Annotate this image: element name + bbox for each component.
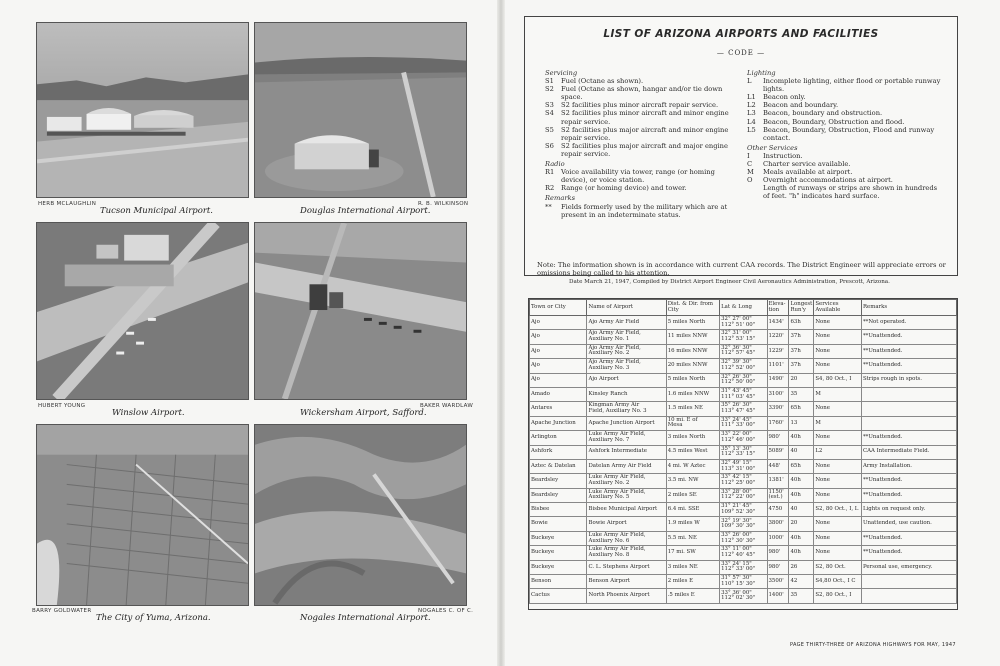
- table-cell: CAA Intermediate Field.: [861, 445, 956, 459]
- table-cell: None: [814, 359, 862, 373]
- table-cell: L2: [814, 445, 862, 459]
- table-cell: Aztec & Datelan: [530, 459, 587, 473]
- table-cell: Benson Airport: [587, 575, 666, 589]
- servicing-heading: Servicing: [545, 69, 578, 77]
- table-cell: Luke Army Air Field, Auxiliary No. 6: [587, 531, 666, 545]
- code-key: L3: [747, 109, 756, 118]
- photo-wickersham: [254, 222, 467, 400]
- table-cell: 1760': [767, 416, 789, 430]
- code-entry: [747, 160, 943, 168]
- table-cell: None: [814, 531, 862, 545]
- table-cell: S4, 80 Oct., I: [814, 373, 862, 387]
- table-cell: Ajo: [530, 316, 587, 330]
- table-cell: Luke Army Air Field, Auxiliary No. 2: [587, 474, 666, 488]
- table-cell: 40h: [789, 431, 814, 445]
- remarks-list: [545, 203, 735, 219]
- table-cell: Beardsley: [530, 488, 587, 502]
- table-cell: Ajo Army Air Field, Auxiliary No. 2: [587, 344, 666, 358]
- table-cell: 980': [767, 560, 789, 574]
- table-cell: Ajo Army Air Field, Auxiliary No. 1: [587, 330, 666, 344]
- column-header: Town or City: [530, 300, 587, 316]
- table-cell: 37h: [789, 359, 814, 373]
- code-entry: [545, 203, 735, 219]
- photo-caption: Tucson Municipal Airport.: [100, 206, 213, 216]
- table-cell: **Not operated.: [861, 316, 956, 330]
- table-cell: 32° 19' 30" 109° 30' 30": [720, 517, 767, 531]
- code-key: L: [747, 77, 752, 86]
- table-cell: None: [814, 546, 862, 560]
- table-cell: S2, 80 Oct.: [814, 560, 862, 574]
- code-key: L4: [747, 117, 756, 126]
- photo-caption: Nogales International Airport.: [300, 613, 431, 623]
- table-cell: 33° 26' 00" 112° 30' 30": [720, 531, 767, 545]
- code-key: I: [747, 151, 750, 160]
- table-cell: 35° 13' 30" 112° 33' 15": [720, 445, 767, 459]
- table-cell: **Unattended.: [861, 474, 956, 488]
- code-entry: [747, 176, 943, 184]
- table-cell: M: [814, 387, 862, 401]
- table-cell: 65h: [789, 459, 814, 473]
- photo-credit: HUBERT YOUNG: [38, 403, 86, 409]
- table-row: [530, 359, 957, 373]
- table-row: [530, 373, 957, 387]
- table-cell: 37h: [789, 344, 814, 358]
- code-entry: [747, 77, 943, 93]
- page-footer: PAGE THIRTY-THREE OF ARIZONA HIGHWAYS FOR MAY, 1947: [790, 642, 956, 648]
- table-cell: 980': [767, 546, 789, 560]
- code-description: Beacon and boundary.: [763, 101, 839, 110]
- table-cell: None: [814, 344, 862, 358]
- table-cell: Beardsley: [530, 474, 587, 488]
- table-cell: None: [814, 402, 862, 416]
- table-cell: None: [814, 316, 862, 330]
- code-key: **: [545, 202, 552, 211]
- code-key: L5: [747, 125, 756, 134]
- table-cell: M: [814, 416, 862, 430]
- code-key: S2: [545, 85, 554, 94]
- table-cell: [861, 387, 956, 401]
- table-cell: Ashfork: [530, 445, 587, 459]
- table-cell: **Unattended.: [861, 330, 956, 344]
- code-key: L1: [747, 93, 756, 102]
- table-cell: 5 miles North: [666, 373, 719, 387]
- code-entry: [545, 77, 735, 85]
- table-cell: 32° 36' 30" 112° 57' 45": [720, 344, 767, 358]
- table-cell: 1220': [767, 330, 789, 344]
- code-description: Instruction.: [763, 151, 803, 160]
- code-description: Meals available at airport.: [763, 168, 853, 177]
- table-cell: Amado: [530, 387, 587, 401]
- table-row: [530, 575, 957, 589]
- table-cell: Arlington: [530, 431, 587, 445]
- code-legend-box: [524, 16, 958, 285]
- code-description: S2 facilities plus major aircraft and major engine repair service.: [561, 141, 728, 158]
- table-row: [530, 474, 957, 488]
- code-description: Beacon, Boundary, Obstruction, Flood and runway contact.: [763, 125, 935, 142]
- table-cell: **Unattended.: [861, 431, 956, 445]
- table-row: [530, 531, 957, 545]
- table-row: [530, 546, 957, 560]
- table-cell: Kinsley Ranch: [587, 387, 666, 401]
- code-entry: [747, 184, 943, 200]
- table-cell: 5089': [767, 445, 789, 459]
- code-key: [747, 184, 763, 200]
- table-cell: 33° 24' 45" 111° 33' 00": [720, 416, 767, 430]
- photo-caption: Wickersham Airport, Safford.: [300, 408, 427, 418]
- table-cell: 65h: [789, 402, 814, 416]
- column-header: Remarks: [861, 300, 956, 316]
- table-cell: **Unattended.: [861, 546, 956, 560]
- table-cell: 448': [767, 459, 789, 473]
- column-header: Services Available: [814, 300, 862, 316]
- code-description: Beacon, Boundary, Obstruction and flood.: [763, 117, 905, 126]
- table-cell: 20: [789, 517, 814, 531]
- table-cell: 2 miles SE: [666, 488, 719, 502]
- table-cell: [861, 402, 956, 416]
- code-description: S2 facilities plus major aircraft and minor engine repair service.: [561, 125, 729, 142]
- remarks-heading: Remarks: [545, 194, 576, 203]
- code-description: Fuel (Octane as shown).: [561, 77, 644, 86]
- table-cell: 1000': [767, 531, 789, 545]
- table-cell: 32° 27' 00" 112° 51' 00": [720, 316, 767, 330]
- code-description: Charter service available.: [763, 160, 851, 169]
- code-description: S2 facilities plus minor aircraft and minor engine repair service.: [561, 109, 729, 126]
- table-cell: 3 miles NE: [666, 560, 719, 574]
- table-cell: **Unattended.: [861, 359, 956, 373]
- table-cell: None: [814, 330, 862, 344]
- table-cell: Luke Army Air Field, Auxiliary No. 5: [587, 488, 666, 502]
- table-cell: [861, 575, 956, 589]
- photo-credit: HERB MCLAUGHLIN: [38, 201, 97, 207]
- table-cell: None: [814, 459, 862, 473]
- code-entry: [545, 184, 735, 192]
- table-cell: Kingman Army Air Field, Auxiliary No. 3: [587, 402, 666, 416]
- table-cell: Apache Junction Airport: [587, 416, 666, 430]
- table-cell: 1.6 miles NNW: [666, 387, 719, 401]
- lighting-heading: Lighting: [747, 69, 776, 77]
- code-entry: [545, 101, 735, 109]
- table-cell: 3 miles North: [666, 431, 719, 445]
- code-description: S2 facilities plus minor aircraft repair service.: [561, 101, 719, 110]
- code-key: S6: [545, 141, 554, 150]
- table-cell: Buckeye: [530, 531, 587, 545]
- table-cell: 33° 28' 00" 112° 22' 00": [720, 488, 767, 502]
- page-gutter: [497, 0, 505, 666]
- table-row: [530, 589, 957, 603]
- table-cell: 3100': [767, 387, 789, 401]
- table-cell: Ajo Airport: [587, 373, 666, 387]
- code-description: Fields formerly used by the military which are at present in an indeterminate status.: [561, 202, 728, 219]
- table-cell: 33° 24' 15" 112° 33' 00": [720, 560, 767, 574]
- table-cell: **Unattended.: [861, 531, 956, 545]
- table-cell: 31° 43' 45" 111° 03' 45": [720, 387, 767, 401]
- table-cell: 33° 36' 00" 112° 02' 30": [720, 589, 767, 603]
- table-row: [530, 316, 957, 330]
- code-key: R1: [545, 168, 555, 177]
- table-row: [530, 459, 957, 473]
- table-cell: 40h: [789, 531, 814, 545]
- table-body: [530, 316, 957, 604]
- code-entry: [545, 85, 735, 101]
- airport-table-wrapper: [528, 298, 958, 610]
- table-cell: Bisbee: [530, 503, 587, 517]
- table-cell: 2 miles E: [666, 575, 719, 589]
- code-key: L2: [747, 101, 756, 110]
- table-cell: 5 miles North: [666, 316, 719, 330]
- table-cell: Luke Army Air Field, Auxiliary No. 8: [587, 546, 666, 560]
- table-cell: Ashfork Intermediate: [587, 445, 666, 459]
- table-cell: [861, 416, 956, 430]
- column-header: Name of Airport: [587, 300, 666, 316]
- table-cell: 40h: [789, 474, 814, 488]
- table-cell: 1434': [767, 316, 789, 330]
- code-description: Length of runways or strips are shown in hundreds of feet. "h" indicates hard surface.: [763, 184, 938, 201]
- table-cell: 35° 26' 30" 113° 47' 45": [720, 402, 767, 416]
- table-row: [530, 560, 957, 574]
- table-row: [530, 330, 957, 344]
- code-description: Overnight accommodations at airport.: [763, 176, 893, 185]
- table-cell: Strips rough in spots.: [861, 373, 956, 387]
- table-cell: 4 mi. W Aztec: [666, 459, 719, 473]
- table-cell: 32° 39' 30" 112° 52' 00": [720, 359, 767, 373]
- code-entry: [545, 168, 735, 184]
- photo-tucson: [36, 22, 249, 198]
- code-entry: [747, 109, 943, 117]
- table-row: [530, 344, 957, 358]
- table-cell: 40: [789, 503, 814, 517]
- table-cell: Buckeye: [530, 546, 587, 560]
- column-header: Longest Run'y: [789, 300, 814, 316]
- other-services-list: [747, 152, 943, 201]
- table-row: [530, 387, 957, 401]
- table-cell: Apache Junction: [530, 416, 587, 430]
- table-cell: 31° 21' 45" 109° 52' 30": [720, 503, 767, 517]
- photo-nogales: [254, 424, 467, 606]
- table-cell: Personal use, emergency.: [861, 560, 956, 574]
- code-description: Range (or homing device) and tower.: [561, 184, 687, 193]
- table-cell: 1.9 miles W: [666, 517, 719, 531]
- lighting-list: [747, 77, 943, 142]
- note-text: Note: The information shown is in accordance with current CAA records. The District Engineer will appreciate errors or omissions being called to his attention.: [537, 261, 946, 278]
- table-cell: **Unattended.: [861, 488, 956, 502]
- table-cell: 3.5 mi. NW: [666, 474, 719, 488]
- table-cell: None: [814, 431, 862, 445]
- table-cell: 32° 31' 00" 112° 53' 15": [720, 330, 767, 344]
- table-row: [530, 517, 957, 531]
- photo-douglas: [254, 22, 467, 198]
- photo-yuma: [36, 424, 249, 606]
- code-description: Fuel (Octane as shown, hangar and/or tie down space.: [561, 85, 723, 102]
- table-cell: 4750: [767, 503, 789, 517]
- table-cell: 1.5 miles NE: [666, 402, 719, 416]
- table-cell: Buckeye: [530, 560, 587, 574]
- table-cell: Ajo Army Air Field: [587, 316, 666, 330]
- code-entry: [747, 168, 943, 176]
- code-key: S5: [545, 125, 554, 134]
- table-row: [530, 488, 957, 502]
- code-key: S1: [545, 77, 554, 86]
- photo-caption: Douglas International Airport.: [300, 206, 431, 216]
- code-entry: [747, 118, 943, 126]
- code-description: Beacon only.: [763, 93, 806, 102]
- table-cell: Army Installation.: [861, 459, 956, 473]
- table-cell: S2, 80 Oct., I: [814, 589, 862, 603]
- code-key: O: [747, 176, 753, 185]
- table-cell: 40: [789, 445, 814, 459]
- code-description: Incomplete lighting, either flood or portable runway lights.: [763, 77, 941, 94]
- table-cell: North Phoenix Airport: [587, 589, 666, 603]
- table-cell: 20 miles NNW: [666, 359, 719, 373]
- table-row: [530, 503, 957, 517]
- code-key: R2: [545, 184, 555, 193]
- table-row: [530, 416, 957, 430]
- servicing-list: [545, 77, 735, 158]
- table-cell: Ajo Army Air Field, Auxiliary No. 3: [587, 359, 666, 373]
- table-cell: 1400': [767, 589, 789, 603]
- radio-list: [545, 168, 735, 192]
- code-left-column: [545, 67, 735, 219]
- table-cell: Cactus: [530, 589, 587, 603]
- table-cell: Lights on request only.: [861, 503, 956, 517]
- table-cell: 26: [789, 560, 814, 574]
- table-cell: Bisbee Municipal Airport: [587, 503, 666, 517]
- column-header: Eleva-tion: [767, 300, 789, 316]
- table-cell: 33° 11' 00" 112° 40' 45": [720, 546, 767, 560]
- table-cell: C. L. Stephens Airport: [587, 560, 666, 574]
- table-cell: **Unattended.: [861, 344, 956, 358]
- table-cell: 40h: [789, 488, 814, 502]
- table-cell: 980': [767, 431, 789, 445]
- table-cell: Ajo: [530, 330, 587, 344]
- table-cell: 3800': [767, 517, 789, 531]
- table-cell: Benson: [530, 575, 587, 589]
- table-cell: Ajo: [530, 373, 587, 387]
- table-cell: 35: [789, 387, 814, 401]
- table-cell: 1229': [767, 344, 789, 358]
- photo-caption: Winslow Airport.: [112, 408, 185, 418]
- table-cell: 32° 26' 30" 112° 50' 00": [720, 373, 767, 387]
- table-cell: Unattended, use caution.: [861, 517, 956, 531]
- photo-credit: BARRY GOLDWATER: [32, 608, 92, 614]
- photo-caption: The City of Yuma, Arizona.: [96, 613, 211, 623]
- code-right-column: [747, 67, 943, 201]
- code-key: C: [747, 160, 753, 169]
- table-cell: 35: [789, 589, 814, 603]
- table-cell: Ajo: [530, 344, 587, 358]
- table-cell: 5.5 mi. NE: [666, 531, 719, 545]
- table-cell: 1381': [767, 474, 789, 488]
- table-cell: 1101': [767, 359, 789, 373]
- table-cell: 4.5 miles West: [666, 445, 719, 459]
- code-entry: [545, 142, 735, 158]
- table-cell: 20: [789, 373, 814, 387]
- code-entry: [747, 101, 943, 109]
- date-line: Date March 21, 1947, Compiled by District Airport Engineer Civil Aeronautics Administration, Prescott, Arizona.: [569, 279, 890, 285]
- code-subtitle: — CODE —: [716, 49, 766, 57]
- table-cell: [861, 589, 956, 603]
- table-cell: 11 miles NNW: [666, 330, 719, 344]
- table-cell: 32° 49' 15" 113° 31' 00": [720, 459, 767, 473]
- table-cell: S2, 80 Oct., I, L: [814, 503, 862, 517]
- code-key: S3: [545, 101, 554, 110]
- table-cell: Ajo: [530, 359, 587, 373]
- table-cell: 1490': [767, 373, 789, 387]
- code-entry: [747, 126, 943, 142]
- code-entry: [747, 93, 943, 101]
- table-header-row: [530, 300, 957, 316]
- table-cell: None: [814, 517, 862, 531]
- table-cell: 17 mi. SW: [666, 546, 719, 560]
- table-cell: .5 miles E: [666, 589, 719, 603]
- table-cell: Datelan Army Air Field: [587, 459, 666, 473]
- photo-winslow: [36, 222, 249, 400]
- column-header: Lat & Long: [720, 300, 767, 316]
- table-cell: 31° 57' 30" 110° 15' 30": [720, 575, 767, 589]
- table-cell: Antares: [530, 402, 587, 416]
- photo-credit: R. B. WILKINSON: [418, 201, 469, 207]
- code-description: Beacon, boundary and obstruction.: [763, 109, 883, 118]
- table-cell: 40h: [789, 546, 814, 560]
- table-cell: 3390': [767, 402, 789, 416]
- table-cell: 1150' (est.): [767, 488, 789, 502]
- table-cell: 33° 22' 00" 112° 46' 00": [720, 431, 767, 445]
- table-cell: 13: [789, 416, 814, 430]
- table-cell: 33° 42' 15" 112° 25' 00": [720, 474, 767, 488]
- table-cell: 63h: [789, 316, 814, 330]
- airport-table: [529, 299, 957, 604]
- code-entry: [545, 109, 735, 125]
- table-cell: 37h: [789, 330, 814, 344]
- table-cell: None: [814, 474, 862, 488]
- table-cell: 16 miles NNW: [666, 344, 719, 358]
- column-header: Dist. & Dir. from City: [666, 300, 719, 316]
- code-description: Voice availability via tower, range (or homing device), or voice station.: [561, 168, 715, 185]
- table-cell: None: [814, 488, 862, 502]
- table-cell: Bowie: [530, 517, 587, 531]
- code-entry: [545, 126, 735, 142]
- code-key: M: [747, 168, 754, 177]
- table-cell: 3500': [767, 575, 789, 589]
- code-entry: [747, 152, 943, 160]
- code-key: S4: [545, 109, 554, 118]
- radio-heading: Radio: [545, 160, 565, 169]
- table-cell: Luke Army Air Field, Auxiliary No. 7: [587, 431, 666, 445]
- photo-credit: NOGALES C. OF C.: [418, 608, 474, 614]
- photo-credit: BAKER WARDLAW: [420, 403, 474, 409]
- table-cell: 6.4 mi. SSE: [666, 503, 719, 517]
- table-row: [530, 431, 957, 445]
- table-cell: 10 mi. E of Mesa: [666, 416, 719, 430]
- table-cell: 42: [789, 575, 814, 589]
- table-row: [530, 445, 957, 459]
- table-cell: S4,80 Oct., I C: [814, 575, 862, 589]
- table-row: [530, 402, 957, 416]
- table-cell: Bowie Airport: [587, 517, 666, 531]
- other-services-heading: Other Services: [747, 143, 798, 152]
- list-title: LIST OF ARIZONA AIRPORTS AND FACILITIES: [603, 28, 879, 40]
